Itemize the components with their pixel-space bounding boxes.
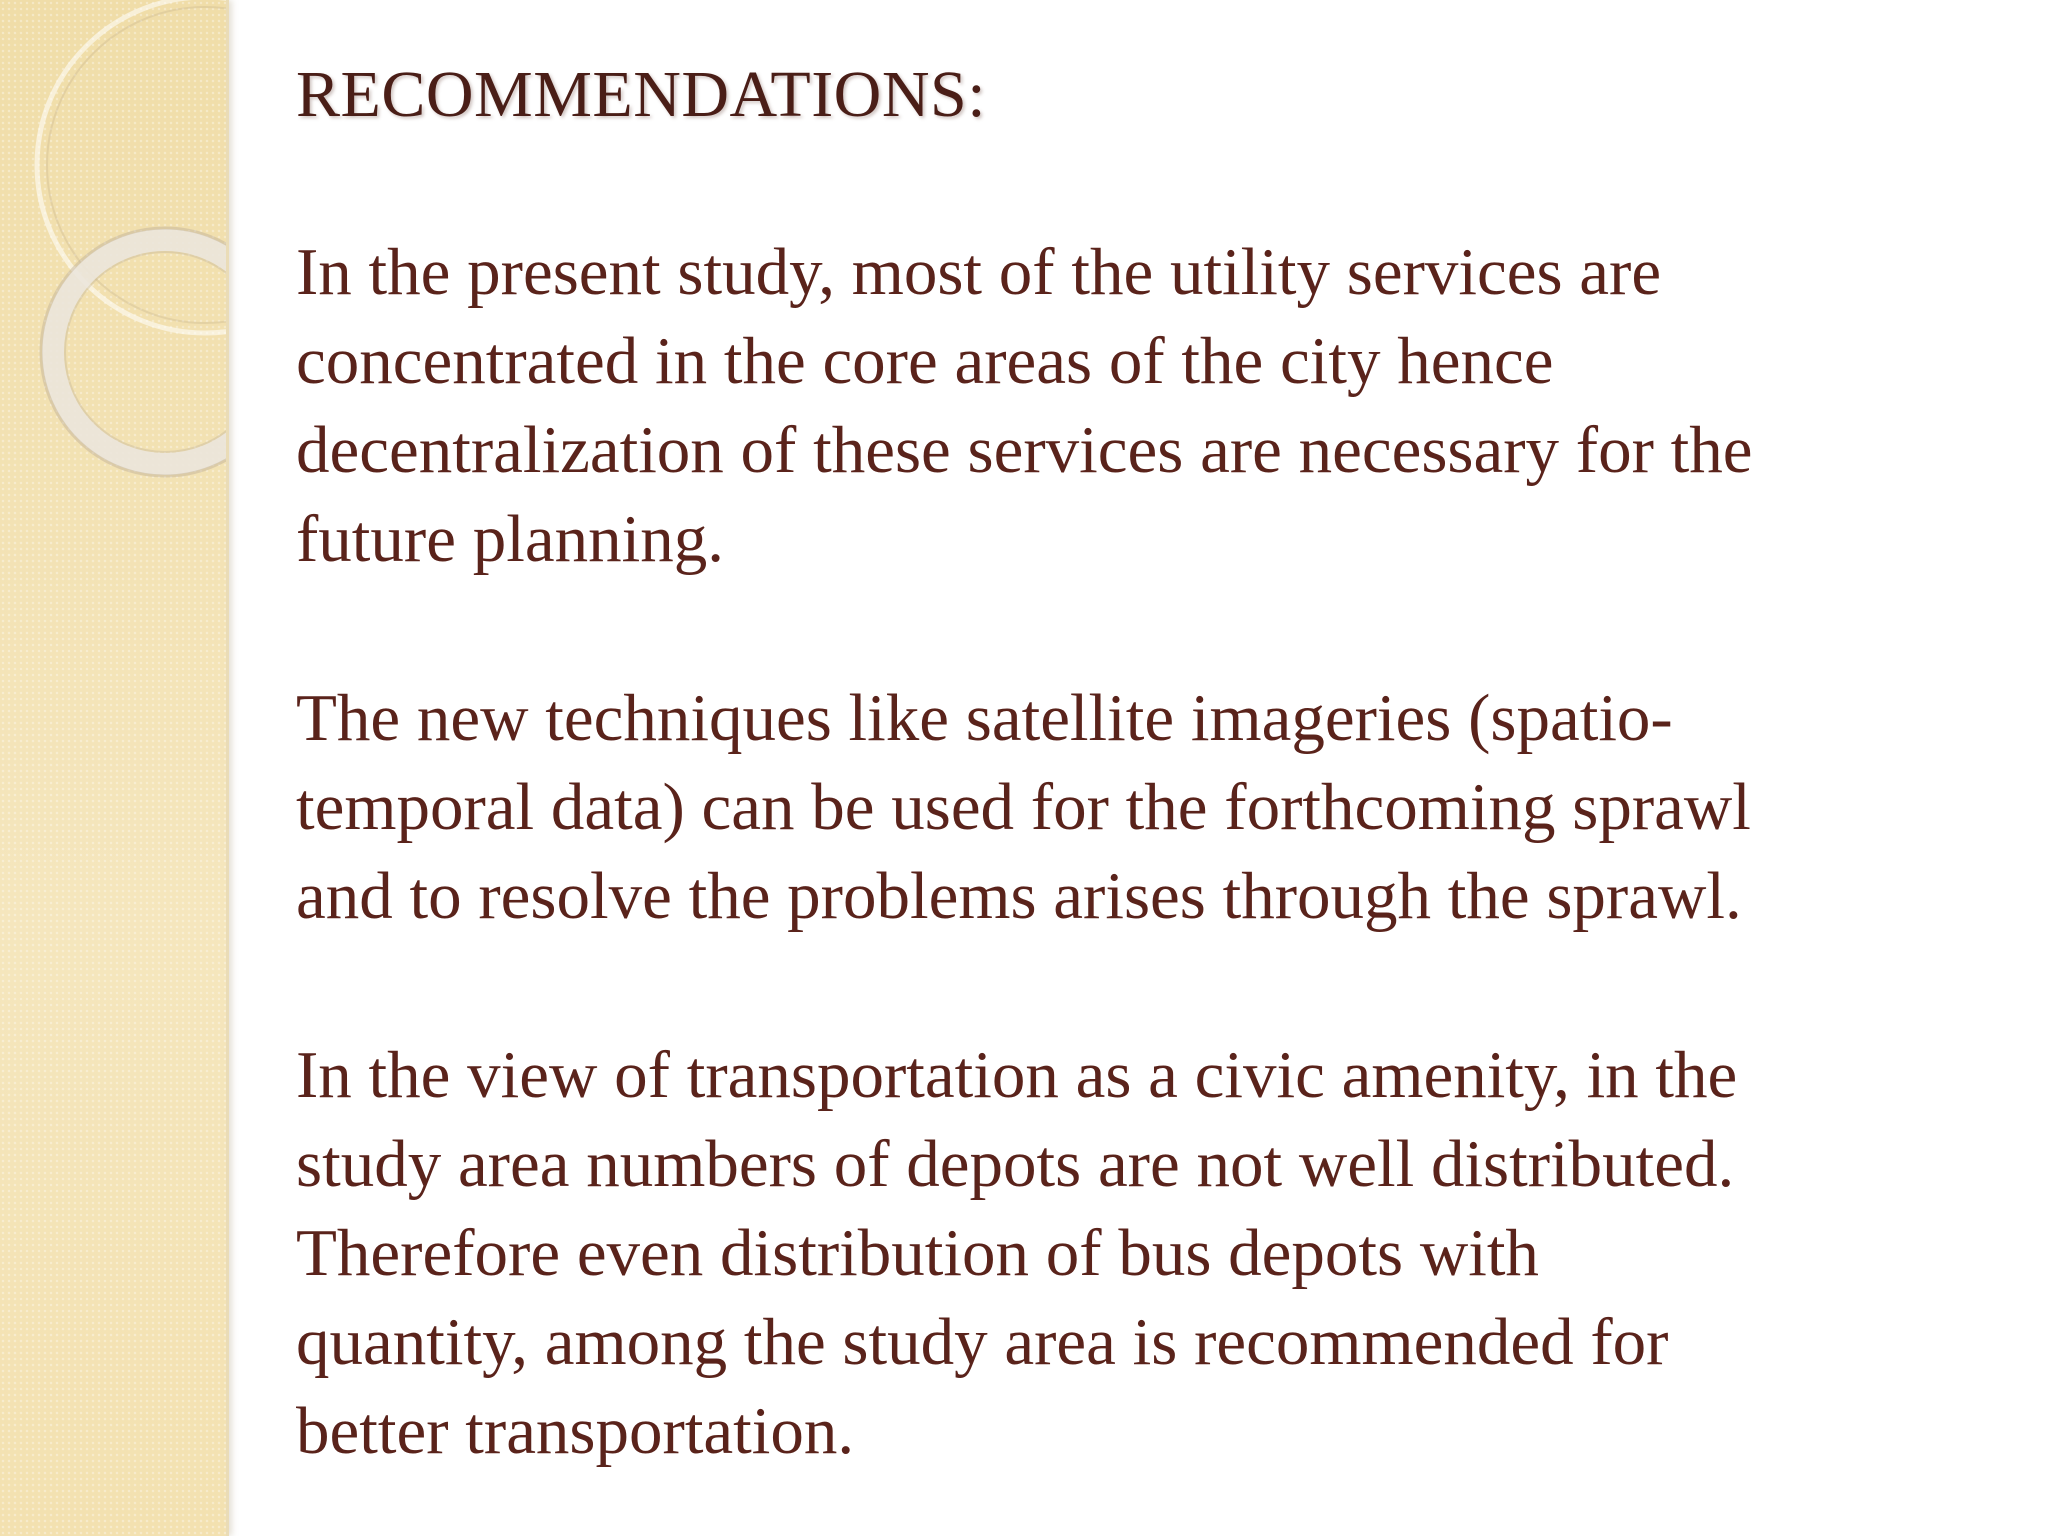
paragraph-transportation: In the view of transportation as a civic amenity, in the study area numbers of depots are not well distributed. Therefore even distribution of bus depots with quantity, among the study area is recommended for better transportation. <box>296 1038 1738 1468</box>
paragraph-satellite-imageries: The new techniques like satellite imageries (spatio- temporal data) can be used for the forthcoming sprawl and to resolve the problems arises through the sprawl. <box>296 681 1751 933</box>
slide-content <box>296 52 1996 1476</box>
slide-title: RECOMMENDATIONS: <box>296 58 987 131</box>
decorative-side-band <box>0 0 229 1536</box>
paragraph-utility-services: In the present study, most of the utility services are concentrated in the core areas of the city hence decentralization of these services are necessary for the future planning. <box>296 235 1753 576</box>
decorative-rings-icon <box>0 0 226 520</box>
